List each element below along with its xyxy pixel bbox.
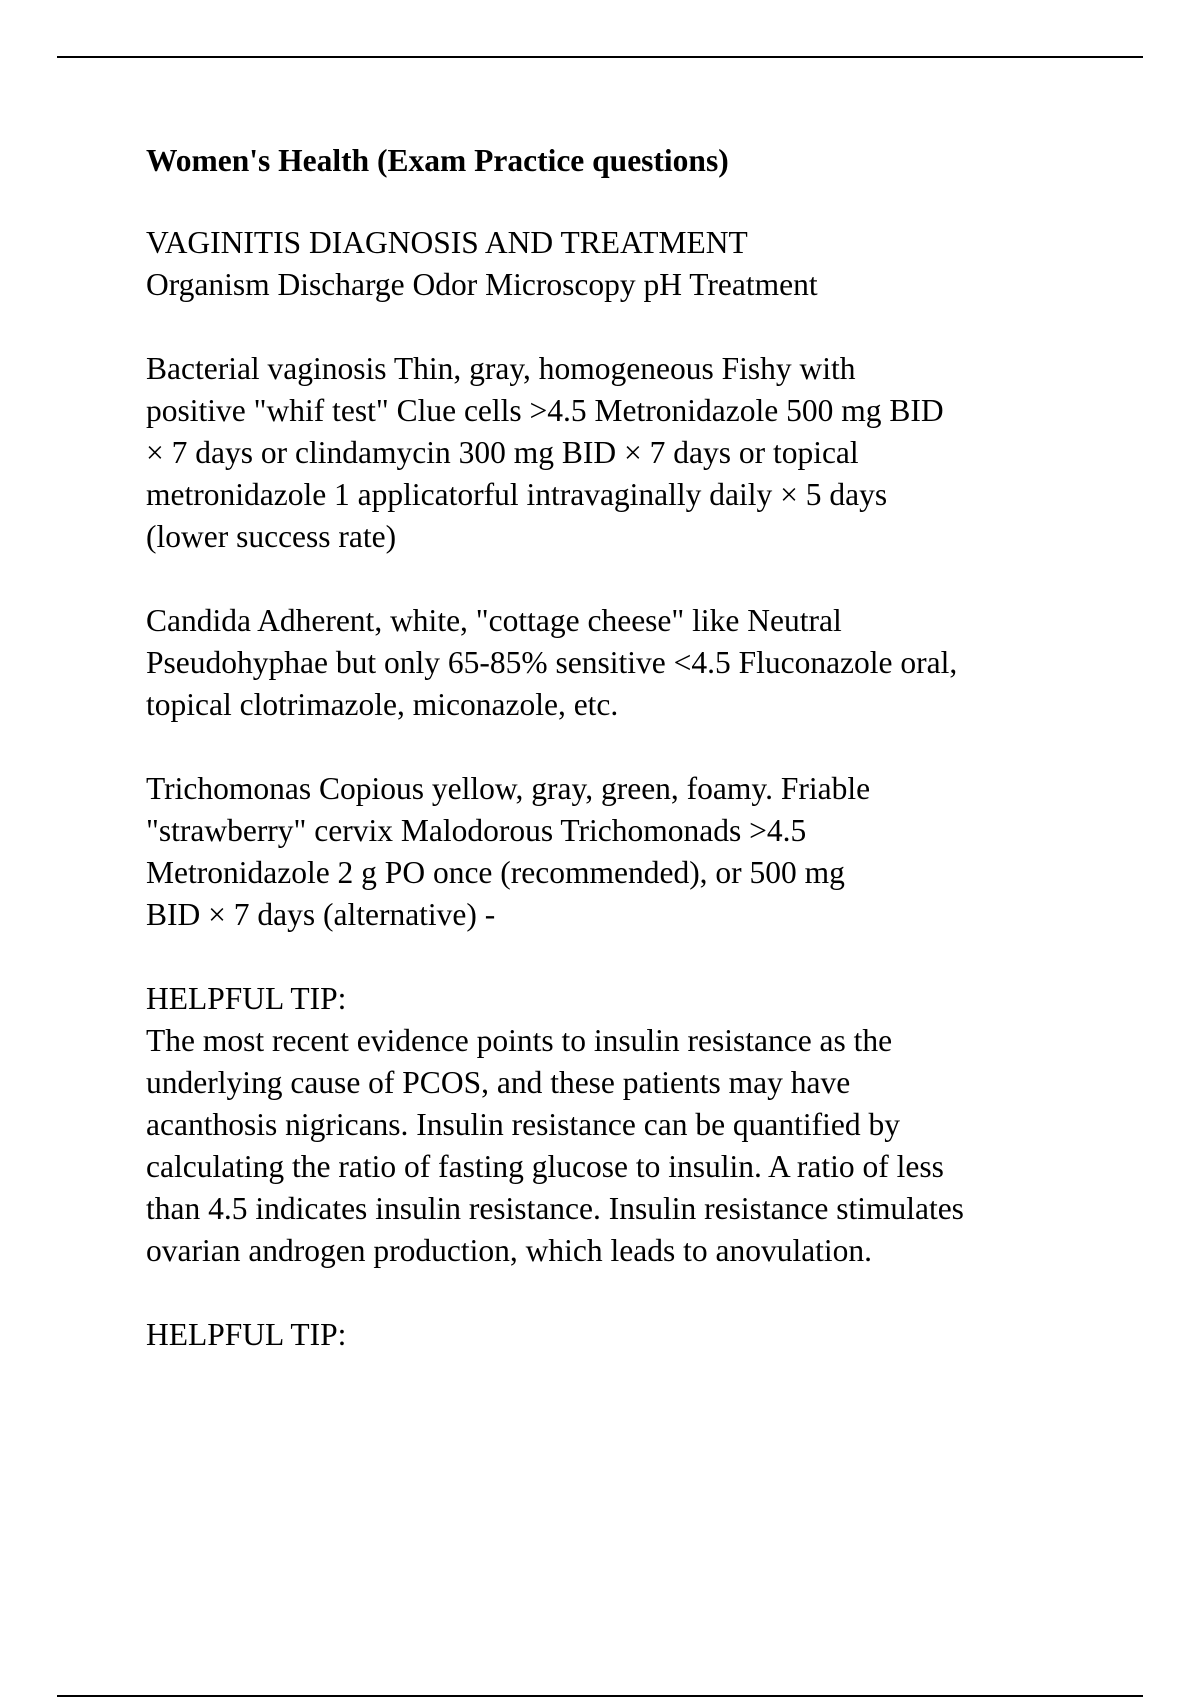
text-line: positive "whif test" Clue cells >4.5 Metronidazole 500 mg BID bbox=[146, 393, 944, 428]
text-line: than 4.5 indicates insulin resistance. Insulin resistance stimulates bbox=[146, 1191, 964, 1226]
helpful-tip-second bbox=[146, 1314, 1106, 1356]
text-line: Bacterial vaginosis Thin, gray, homogeneous Fishy with bbox=[146, 351, 856, 386]
text-line: Candida Adherent, white, "cottage cheese" like Neutral bbox=[146, 603, 842, 638]
text-line: metronidazole 1 applicatorful intravaginally daily × 5 days bbox=[146, 477, 888, 512]
text-line: BID × 7 days (alternative) - bbox=[146, 897, 496, 932]
bottom-rule bbox=[57, 1695, 1143, 1697]
top-rule bbox=[57, 56, 1143, 58]
text-line: The most recent evidence points to insulin resistance as the bbox=[146, 1023, 893, 1058]
document-body bbox=[146, 140, 1106, 1398]
text-line: (lower success rate) bbox=[146, 519, 397, 554]
text-line: "strawberry" cervix Malodorous Trichomonads >4.5 bbox=[146, 813, 807, 848]
candida-paragraph bbox=[146, 600, 1106, 726]
document-title: Women's Health (Exam Practice questions) bbox=[146, 143, 729, 178]
tip-heading: HELPFUL TIP: bbox=[146, 981, 347, 1016]
tip-heading: HELPFUL TIP: bbox=[146, 1317, 347, 1352]
text-line: acanthosis nigricans. Insulin resistance can be quantified by bbox=[146, 1107, 901, 1142]
text-line: calculating the ratio of fasting glucose to insulin. A ratio of less bbox=[146, 1149, 944, 1184]
text-line: Trichomonas Copious yellow, gray, green, foamy. Friable bbox=[146, 771, 871, 806]
vaginitis-section-heading bbox=[146, 222, 1106, 306]
text-line: Pseudohyphae but only 65-85% sensitive <4.5 Fluconazole oral, bbox=[146, 645, 958, 680]
trichomonas-paragraph bbox=[146, 768, 1106, 936]
text-line: × 7 days or clindamycin 300 mg BID × 7 days or topical bbox=[146, 435, 859, 470]
text-line: ovarian androgen production, which leads to anovulation. bbox=[146, 1233, 873, 1268]
section-heading: VAGINITIS DIAGNOSIS AND TREATMENT bbox=[146, 225, 748, 260]
bacterial-vaginosis-paragraph bbox=[146, 348, 1106, 558]
table-header-line: Organism Discharge Odor Microscopy pH Treatment bbox=[146, 267, 818, 302]
helpful-tip-pcos bbox=[146, 978, 1106, 1272]
text-line: Metronidazole 2 g PO once (recommended), or 500 mg bbox=[146, 855, 845, 890]
text-line: underlying cause of PCOS, and these patients may have bbox=[146, 1065, 851, 1100]
text-line: topical clotrimazole, miconazole, etc. bbox=[146, 687, 619, 722]
